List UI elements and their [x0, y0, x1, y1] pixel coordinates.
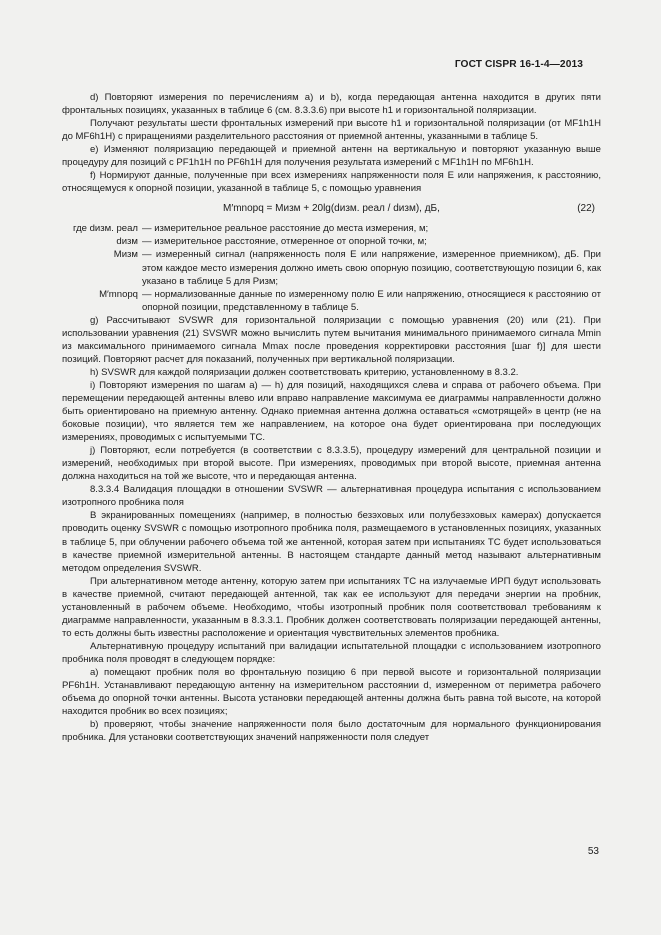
definition-text: — измерительное расстояние, отмеренное от опорной точки, м; — [142, 236, 427, 248]
paragraph-results-h1: Получают результаты шести фронтальных измерений при высоте h1 и горизонтальной поляризации (от MF1h1H до MF6h1H) с приращениями разделительного расстояния от приемной антенны, указанными в таблице 5. — [62, 118, 601, 143]
paragraph-f: f) Нормируют данные, полученные при всех измерениях напряженности поля E или напряжения, к расстоянию, относящемуся к опорной позиции, указанной в таблице 5, с помощью уравнения — [62, 170, 601, 195]
definition-symbol: M′mnopq — [99, 288, 138, 300]
paragraph-h: h) SVSWR для каждой поляризации должен соответствовать критерию, установленному в 8.3.2. — [90, 366, 519, 378]
definitions-list — [62, 222, 601, 313]
paragraph-e: e) Изменяют поляризацию передающей и приемной антенн на вертикальную и повторяют указанную выше процедуру для позиций с PF1h1H по PF6h1H для получения результата измерений с MF1h1H по MF6h1H. — [62, 144, 601, 169]
paragraph-step-a: a) помещают пробник поля во фронтальную позицию 6 при первой высоте и горизонтальной поляризации PF6h1H. Устанавливают передающую антенну на измерительном расстоянии d, измеренном от периметра рабочего объема до опорной точки антенны. Высота установки передающей антенны должна быть равна той высоте, на которой находится пробник во всех позициях; — [62, 666, 601, 718]
definition-symbol: dизм — [116, 236, 138, 248]
paragraph-i: i) Повторяют измерения по шагам a) — h) для позиций, находящихся слева и справа от рабочего объема. При перемещении передающей антенны влево или вправо направление максимума ее диаграммы направленности должно быть ориентировано на приемную антенну. Однако приемная антенна должна оставаться «смотрящей» в центр (не на боковые позиции), что является тем же направлением, на которое она будет ориентирована при последующих измерениях, проводимых с испытуемыми ТС. — [62, 379, 601, 444]
definition-item — [62, 288, 601, 314]
paragraph-g: g) Рассчитывают SVSWR для горизонтальной поляризации с помощью уравнения (20) или (21). При использовании уравнения (21) SVSWR можно вычислить путем вычитания минимального принимаемого сигнала Mmin из максимального принимаемого сигнала Mmax после проведения корректировки расстояния [шаг f)] для шести позиций. Повторяют расчет для показаний, полученных при вертикальной поляризации. — [62, 314, 601, 365]
paragraph-d: d) Повторяют измерения по перечислениям a) и b), когда передающая антенна находится в других пяти фронтальных позициях, указанных в таблице 6 (см. 8.3.3.6) при высоте h1 и горизонтальной поляризации. — [62, 92, 601, 117]
page-number: 53 — [587, 846, 599, 857]
equation-number: (22) — [577, 203, 595, 215]
section-heading-8-3-3-4: 8.3.3.4 Валидация площадки в отношении SVSWR — альтернативная процедура испытания с использованием изотропного пробника поля — [62, 484, 601, 509]
definition-text: — нормализованные данные по измеренному полю E или напряжению, относящиеся к расстоянию от опорной позиции, представленному в таблице 5. — [142, 288, 601, 313]
paragraph-j: j) Повторяют, если потребуется (в соответствии с 8.3.3.5), процедуру измерений для центральной позиции и измерений, необходимых при второй высоте. При измерениях, проводимых при второй высоте, приемная антенна должна находиться на той же высоте, что и передающая антенна. — [62, 445, 601, 483]
paragraph-shielded-rooms: В экранированных помещениях (например, в полностью безэховых или полубезэховых камерах) допускается проводить оценку SVSWR с помощью изотропного пробника поля, размещаемого в установленных позициях, указанных в таблице 5, при облучении рабочего объема той же антенной, которая затем при испытаниях ТС будет использоваться в качестве приемной измерительной антенны. В настоящем стандарте данный метод называют альтернативным методом определения SVSWR. — [62, 510, 601, 574]
paragraph-step-b: b) проверяют, чтобы значение напряженности поля было достаточным для нормального функционирования пробника. Для установки соответствующих значений напряженности поля следует — [62, 719, 601, 744]
standard-header: ГОСТ CISPR 16-1-4—2013 — [454, 59, 583, 70]
definition-symbol: Mизм — [113, 249, 138, 261]
equation-formula: M′mnopq = Mизм + 20lg(dизм. реал / dизм), дБ, — [223, 203, 440, 215]
definition-text: — измеренный сигнал (напряженность поля E или напряжение, измеренное приемником), дБ. При этом каждое место измерения должно иметь свою опорную позицию, соответствующую позиции 6, как указано в таблице 5 для Pизм; — [142, 249, 601, 287]
definition-item — [62, 248, 601, 287]
definition-item — [62, 222, 601, 235]
paragraph-alternative-method: При альтернативном методе антенну, которую затем при испытаниях ТС на излучаемые ИРП будут использовать в качестве приемной, считают передающей антенной, так как ее используют для передачи энергии на пробник, установленный в рабочем объеме. Необходимо, чтобы изотропный пробник поля соответствовал требованиям к диаграмме направленности, указанным в 8.3.3.1. Пробник должен соответствовать поляризации передающей антенны, то есть должны быть известны расположение и ориентация чувствительных элементов пробника. — [62, 575, 601, 639]
definition-text: — измерительное реальное расстояние до места измерения, м; — [142, 223, 429, 235]
page-body — [62, 91, 601, 744]
equation-22 — [62, 198, 601, 218]
paragraph-procedure-intro: Альтернативную процедуру испытаний при валидации испытательной площадки с использованием изотропного пробника поля проводят в следующем порядке: — [62, 640, 601, 665]
definition-item — [62, 235, 601, 248]
definition-symbol: где dизм. реал — [73, 223, 138, 235]
